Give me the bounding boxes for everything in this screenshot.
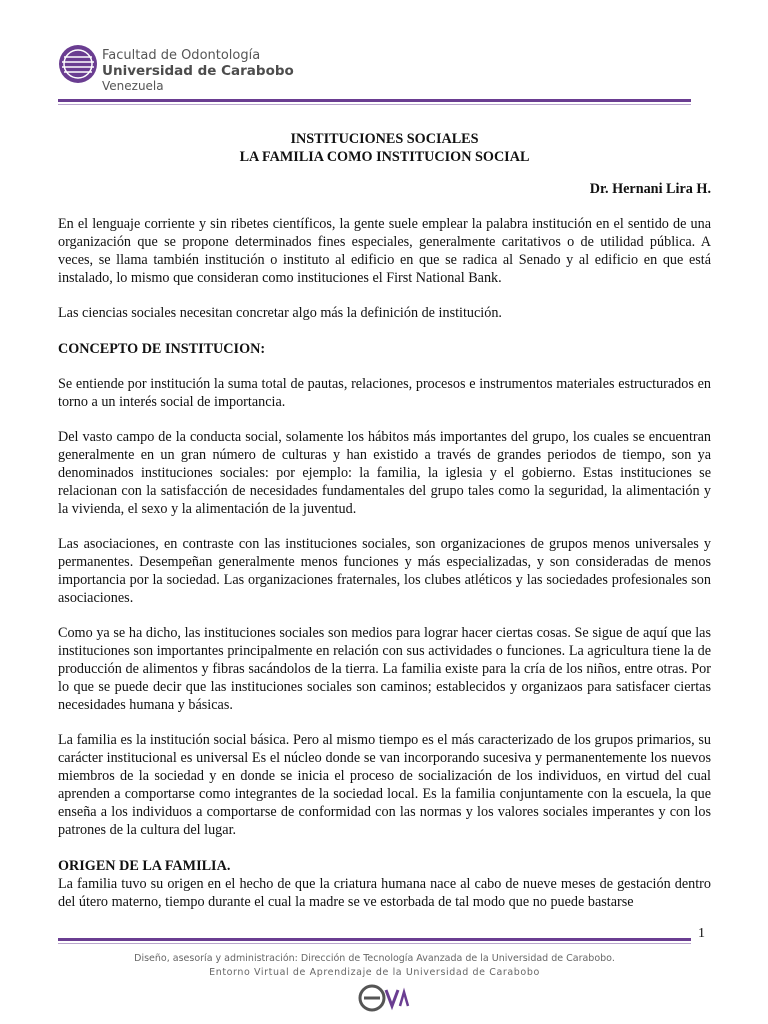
paragraph: En el lenguaje corriente y sin ribetes científicos, la gente suele emplear la palabra institución en el sentido de una organización que se propone determinados fines especiales, generalmente caritativos o de utilidad pública. A veces, se llama también institución o instituto al edificio en que se radica al Senado y al edificio en que está instalado, lo mismo que consideran como instituciones el First National Bank. [58,216,711,286]
document-footer [58,950,691,980]
title-line-2: LA FAMILIA COMO INSTITUCION SOCIAL [239,149,530,165]
section-heading: ORIGEN DE LA FAMILIA. [58,858,231,874]
footer-platform: Entorno Virtual de Aprendizaje de la Universidad de Carabobo [209,967,540,978]
paragraph: Del vasto campo de la conducta social, solamente los hábitos más importantes del grupo, los cuales se encuentran generalmente en un gran número de culturas y han existido a través de grandes periodos de tiempo, son ya denominados instituciones sociales: por ejemplo: la familia, la iglesia y el gobierno. Estas instituciones se relacionan con la satisfacción de necesidades fundamentales del grupo tales como la seguridad, la alimentación y la vivienda, el sexo y la alimentación de la juventud. [58,429,711,517]
university-name: Universidad de Carabobo [102,63,294,79]
paragraph: La familia es la institución social básica. Pero al mismo tiempo es el más caracterizado de los grupos primarios, su carácter institucional es universal Es el núcleo donde se van incorporando sucesiva y permanentemente los nuevos miembros de la sociedad y en donde se inicia el proceso de socialización de los individuos, en virtud del cual aprenden a comportarse como integrantes de la sociedad local. Es la familia conjuntamente con la escuela, la que enseña a los individuos a comportarse de conformidad con las normas y los valores sociales imperantes y con los patrones de la cultura del lugar. [58,732,711,838]
university-seal-icon [58,44,98,84]
document-title [58,130,711,166]
paragraph: La familia tuvo su origen en el hecho de que la criatura humana nace al cabo de nueve meses de gestación dentro del útero materno, tiempo durante el cual la madre se ve estorbada de tal modo que no puede bastarse [58,876,711,910]
paragraph: Las ciencias sociales necesitan concretar algo más la definición de institución. [58,305,502,321]
eva-logo-icon [354,980,414,1016]
title-line-1: INSTITUCIONES SOCIALES [290,131,479,147]
footer-divider-thin [58,943,691,944]
paragraph: Las asociaciones, en contraste con las instituciones sociales, son organizaciones de grupos menos universales y permanentes. Desempeñan generalmente menos funciones y más especializadas, y son consideradas de menos importancia por la sociedad. Las organizaciones fraternales, los clubes atléticos y las sociedades profesionales son asociaciones. [58,536,711,606]
country-name: Venezuela [102,79,164,93]
header-divider [58,99,691,102]
document-author: Dr. Hernani Lira H. [589,181,711,197]
footer-credit: Diseño, asesoría y administración: Dirección de Tecnología Avanzada de la Universidad de Carabobo. [134,953,615,964]
page-number: 1 [698,926,705,941]
footer-divider [58,938,691,941]
paragraph: Como ya se ha dicho, las instituciones sociales son medios para lograr hacer ciertas cosas. Se sigue de aquí que las instituciones son importantes principalmente en relación con sus actividades o funciones. La agricultura tiene la de producción de alimentos y fibras sacándolos de la tierra. La familia existe para la cría de los niños, entre otras. Por lo que se puede decir que las instituciones sociales son caminos; establecidos y organizaos para satisfacer ciertas necesidades humana y básicas. [58,625,711,713]
section-heading: CONCEPTO DE INSTITUCION: [58,341,266,357]
header-divider-thin [58,104,691,105]
document-body [58,130,711,911]
institution-name [102,48,294,93]
faculty-name: Facultad de Odontología [102,48,261,63]
document-header [58,40,691,100]
paragraph: Se entiende por institución la suma total de pautas, relaciones, procesos e instrumentos materiales estructurados en torno a un interés social de importancia. [58,376,711,410]
